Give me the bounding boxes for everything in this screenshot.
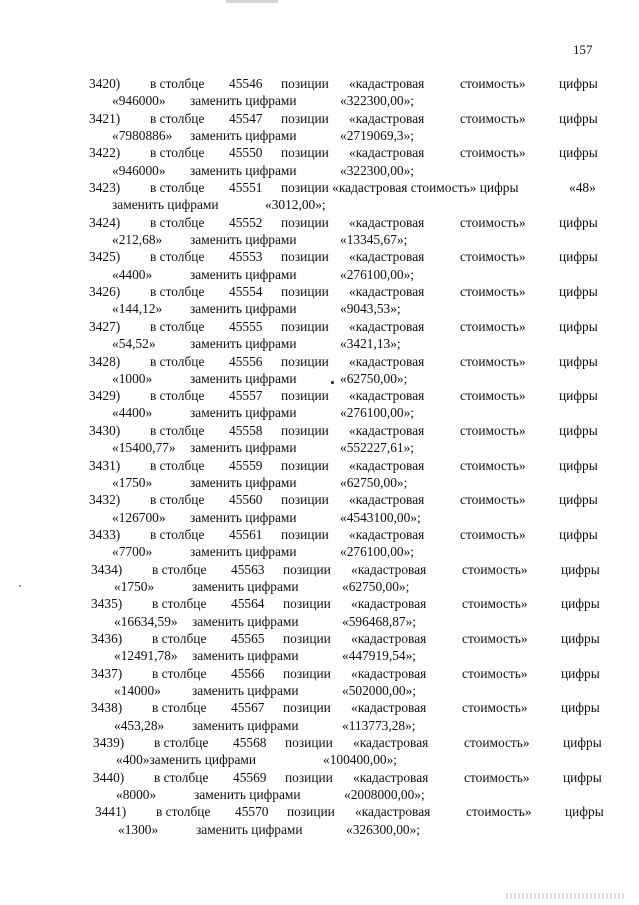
- amendment-item: [0, 527, 639, 562]
- amendment-line-2: [4, 787, 639, 804]
- cadastral-text: «кадастровая: [349, 145, 425, 161]
- value-text: стоимость»: [462, 700, 528, 716]
- in-column-text: в столбце: [150, 492, 205, 508]
- column-number: 45569: [233, 769, 267, 785]
- old-value: «4400»: [112, 266, 153, 282]
- amendment-line-1: [4, 770, 639, 787]
- cadastral-text: «кадастровая: [351, 561, 427, 577]
- digits-text: цифры: [559, 110, 598, 126]
- replace-text: заменить цифрами: [190, 474, 297, 490]
- digits-text: цифры: [559, 214, 598, 230]
- item-number: 3439): [93, 735, 125, 751]
- amendment-line-2: [0, 440, 639, 457]
- in-column-text: в столбце: [150, 284, 205, 300]
- item-number: 3429): [89, 388, 121, 404]
- value-text: стоимость»: [460, 249, 526, 265]
- value-text: стоимость»: [462, 561, 528, 577]
- amendment-line-1: [2, 666, 639, 683]
- replace-text: заменить цифрами: [192, 648, 299, 664]
- cadastral-text: «кадастровая: [349, 249, 425, 265]
- cadastral-text: «кадастровая: [349, 353, 425, 369]
- digits-text: цифры: [559, 353, 598, 369]
- digits-text: цифры: [563, 769, 602, 785]
- column-number: 45554: [229, 284, 263, 300]
- amendment-line-1: [0, 319, 639, 336]
- value-text: стоимость»: [466, 804, 532, 820]
- column-number: 45565: [231, 631, 265, 646]
- amendment-line-1: [0, 180, 639, 197]
- digits-text: цифры: [559, 422, 598, 438]
- column-number: 45558: [229, 422, 263, 438]
- old-value: «453,28»: [114, 717, 165, 733]
- amendment-item: [2, 666, 639, 701]
- old-value: «1000»: [112, 370, 153, 386]
- item-number: 3430): [89, 422, 121, 438]
- replace-text: заменить цифрами: [190, 405, 297, 421]
- item-number: 3426): [89, 284, 121, 300]
- cadastral-text: «кадастровая: [349, 318, 425, 334]
- amendment-line-2: [0, 336, 639, 353]
- in-column-text: в столбце: [150, 180, 205, 196]
- new-value: «447919,54»;: [342, 648, 417, 664]
- amendment-item: [6, 804, 639, 839]
- old-value: «8000»: [116, 787, 157, 803]
- amendment-item: [0, 354, 639, 389]
- column-number: 45546: [229, 76, 263, 91]
- value-text: стоимость»: [462, 596, 528, 612]
- in-column-text: в столбце: [154, 769, 209, 785]
- amendment-item: [0, 492, 639, 527]
- in-column-text: в столбце: [152, 561, 207, 577]
- cadastral-text: «кадастровая: [349, 422, 425, 438]
- digits-text: цифры: [561, 700, 600, 716]
- digits-text: цифры: [561, 631, 600, 646]
- column-number: 45561: [229, 526, 263, 542]
- item-number: 3438): [91, 700, 123, 716]
- value-text: стоимость»: [460, 76, 526, 91]
- value-text: стоимость»: [460, 110, 526, 126]
- in-column-text: в столбце: [150, 76, 205, 91]
- value-text: стоимость»: [460, 526, 526, 542]
- new-value: «3421,13»;: [340, 336, 401, 352]
- in-column-text: в столбце: [152, 700, 207, 716]
- old-value: «946000»: [112, 162, 166, 178]
- amendment-line-1: [0, 492, 639, 509]
- item-number: 3420): [89, 76, 121, 91]
- position-text: позиции: [281, 526, 329, 542]
- page-number: 157: [573, 42, 593, 57]
- position-text: позиции: [283, 631, 331, 646]
- new-value: «276100,00»;: [340, 266, 415, 282]
- cadastral-text: «кадастровая: [351, 700, 427, 716]
- old-value: «14000»: [114, 682, 161, 698]
- position-text: позиции: [281, 422, 329, 438]
- position-text: позиции: [281, 110, 329, 126]
- in-column-text: в столбце: [152, 596, 207, 612]
- amendment-item: [0, 180, 639, 215]
- item-number: 3433): [89, 526, 121, 542]
- amendment-item: [0, 145, 639, 180]
- digits-text: цифры: [559, 284, 598, 300]
- amendment-line-2: [0, 93, 639, 110]
- replace-text: заменить цифрами: [190, 232, 297, 248]
- old-value: «1750»: [114, 578, 155, 594]
- old-value: «144,12»: [112, 301, 163, 317]
- amendment-item: [0, 249, 639, 284]
- position-text: позиции: [281, 353, 329, 369]
- cadastral-text: «кадастровая: [351, 596, 427, 612]
- new-value: «276100,00»;: [340, 544, 415, 560]
- digits-text: цифры: [559, 457, 598, 473]
- amendment-item: [2, 562, 639, 597]
- position-text: позиции: [285, 769, 333, 785]
- new-value: «552227,61»;: [340, 440, 415, 456]
- item-number: 3435): [91, 596, 123, 612]
- digits-text: цифры: [561, 665, 600, 681]
- replace-text: заменить цифрами: [190, 509, 297, 525]
- scan-artifact: [19, 585, 21, 587]
- replace-text: заменить цифрами: [190, 266, 297, 282]
- digits-text: цифры: [559, 526, 598, 542]
- amendment-item: [2, 631, 639, 666]
- in-column-text: в столбце: [152, 665, 207, 681]
- in-column-text: в столбце: [150, 457, 205, 473]
- replace-text: заменить цифрами: [190, 301, 297, 317]
- value-text: стоимость»: [460, 318, 526, 334]
- amendment-line-2: [0, 301, 639, 318]
- amendment-line-2: [6, 822, 639, 839]
- position-text: позиции: [285, 735, 333, 751]
- replace-text: заменить цифрами: [192, 578, 299, 594]
- replace-text: заменить цифрами: [190, 544, 297, 560]
- cadastral-text: «кадастровая: [349, 214, 425, 230]
- new-value: «322300,00»;: [340, 162, 415, 178]
- amendment-item: [0, 76, 639, 111]
- amendment-line-1: [0, 423, 639, 440]
- amendment-item: [0, 111, 639, 146]
- amendment-line-2: [0, 267, 639, 284]
- value-text: стоимость»: [460, 214, 526, 230]
- amendment-line-1: [0, 527, 639, 544]
- amendment-line-1: [0, 458, 639, 475]
- in-column-text: в столбце: [150, 145, 205, 161]
- new-value: «100400,00»;: [323, 752, 398, 768]
- amendment-line-1: [2, 700, 639, 717]
- digits-text: цифры: [559, 492, 598, 508]
- amendment-line-2: [2, 579, 639, 596]
- old-value: «48»: [569, 180, 596, 196]
- value-text: стоимость»: [462, 631, 528, 646]
- amendment-list: [0, 76, 639, 839]
- amendment-line-2: [0, 510, 639, 527]
- amendment-line-1: [0, 388, 639, 405]
- amendment-line-2: [0, 544, 639, 561]
- amendment-line-2: [2, 683, 639, 700]
- item-number: 3436): [91, 631, 123, 646]
- replace-text: «400»заменить цифрами: [116, 752, 257, 768]
- digits-text: цифры: [559, 145, 598, 161]
- digits-text: цифры: [559, 388, 598, 404]
- item-number: 3423): [89, 180, 121, 196]
- column-number: 45551: [229, 180, 263, 196]
- amendment-line-2: [0, 197, 639, 214]
- column-number: 45557: [229, 388, 263, 404]
- replace-text: заменить цифрами: [112, 197, 219, 213]
- column-number: 45555: [229, 318, 263, 334]
- amendment-line-2: [0, 475, 639, 492]
- value-text: стоимость»: [460, 388, 526, 404]
- replace-text: заменить цифрами: [194, 787, 301, 803]
- value-text: стоимость»: [460, 422, 526, 438]
- item-number: 3437): [91, 665, 123, 681]
- scan-artifact: [226, 0, 278, 3]
- cadastral-text: «кадастровая: [351, 631, 427, 646]
- amendment-line-2: [0, 405, 639, 422]
- amendment-line-1: [6, 804, 639, 821]
- value-text: стоимость»: [460, 284, 526, 300]
- item-number: 3425): [89, 249, 121, 265]
- new-value: «62750,00»;: [340, 474, 408, 490]
- position-text: позиции: [281, 318, 329, 334]
- in-column-text: в столбце: [150, 214, 205, 230]
- replace-text: заменить цифрами: [196, 821, 303, 837]
- value-text: стоимость»: [460, 492, 526, 508]
- item-number: 3440): [93, 769, 125, 785]
- cadastral-text: «кадастровая: [349, 492, 425, 508]
- amendment-line-1: [0, 145, 639, 162]
- replace-text: заменить цифрами: [192, 613, 299, 629]
- cadastral-text: «кадастровая: [353, 735, 429, 751]
- old-value: «212,68»: [112, 232, 163, 248]
- scan-artifact: [506, 893, 626, 899]
- cadastral-text: «кадастровая: [349, 457, 425, 473]
- amendment-item: [0, 423, 639, 458]
- position-text: позиции: [281, 457, 329, 473]
- column-number: 45553: [229, 249, 263, 265]
- column-number: 45567: [231, 700, 265, 716]
- position-text: позиции: [281, 388, 329, 404]
- old-value: «1300»: [118, 821, 159, 837]
- old-value: «16634,59»: [114, 613, 178, 629]
- amendment-item: [0, 458, 639, 493]
- amendment-line-2: [2, 614, 639, 631]
- column-number: 45547: [229, 110, 263, 126]
- amendment-line-1: [0, 249, 639, 266]
- cadastral-text: «кадастровая: [349, 110, 425, 126]
- amendment-line-1: [0, 284, 639, 301]
- cadastral-text: «кадастровая: [349, 526, 425, 542]
- column-number: 45568: [233, 735, 267, 751]
- position-text: позиции «кадастровая стоимость» цифры: [281, 180, 519, 196]
- amendment-item: [0, 215, 639, 250]
- old-value: «126700»: [112, 509, 166, 525]
- amendment-line-1: [0, 111, 639, 128]
- old-value: «15400,77»: [112, 440, 176, 456]
- scan-artifact: [331, 381, 334, 384]
- cadastral-text: «кадастровая: [353, 769, 429, 785]
- item-number: 3421): [89, 110, 121, 126]
- amendment-line-1: [0, 76, 639, 93]
- cadastral-text: «кадастровая: [349, 284, 425, 300]
- digits-text: цифры: [563, 735, 602, 751]
- old-value: «7700»: [112, 544, 153, 560]
- replace-text: заменить цифрами: [190, 162, 297, 178]
- in-column-text: в столбце: [152, 631, 207, 646]
- old-value: «7980886»: [112, 127, 173, 143]
- in-column-text: в столбце: [150, 249, 205, 265]
- digits-text: цифры: [561, 596, 600, 612]
- replace-text: заменить цифрами: [190, 127, 297, 143]
- amendment-line-2: [0, 371, 639, 388]
- digits-text: цифры: [559, 318, 598, 334]
- value-text: стоимость»: [460, 145, 526, 161]
- position-text: позиции: [281, 145, 329, 161]
- new-value: «13345,67»;: [340, 232, 408, 248]
- replace-text: заменить цифрами: [190, 370, 297, 386]
- amendment-item: [2, 596, 639, 631]
- amendment-item: [0, 284, 639, 319]
- old-value: «1750»: [112, 474, 153, 490]
- amendment-item: [0, 388, 639, 423]
- amendment-line-2: [0, 128, 639, 145]
- amendment-line-2: [0, 163, 639, 180]
- position-text: позиции: [287, 804, 335, 820]
- new-value: «3012,00»;: [265, 197, 326, 213]
- replace-text: заменить цифрами: [190, 336, 297, 352]
- column-number: 45556: [229, 353, 263, 369]
- amendment-item: [0, 319, 639, 354]
- position-text: позиции: [281, 76, 329, 91]
- new-value: «113773,28»;: [342, 717, 416, 733]
- position-text: позиции: [283, 700, 331, 716]
- amendment-item: [4, 735, 639, 770]
- amendment-line-1: [2, 631, 639, 648]
- replace-text: заменить цифрами: [190, 93, 297, 109]
- in-column-text: в столбце: [150, 110, 205, 126]
- column-number: 45550: [229, 145, 263, 161]
- position-text: позиции: [281, 214, 329, 230]
- digits-text: цифры: [561, 561, 600, 577]
- digits-text: цифры: [559, 76, 598, 91]
- cadastral-text: «кадастровая: [349, 76, 425, 91]
- cadastral-text: «кадастровая: [355, 804, 431, 820]
- in-column-text: в столбце: [150, 353, 205, 369]
- in-column-text: в столбце: [150, 422, 205, 438]
- value-text: стоимость»: [462, 665, 528, 681]
- value-text: стоимость»: [464, 769, 530, 785]
- new-value: «2719069,3»;: [340, 127, 415, 143]
- column-number: 45559: [229, 457, 263, 473]
- item-number: 3434): [91, 561, 123, 577]
- amendment-line-2: [2, 648, 639, 665]
- position-text: позиции: [283, 596, 331, 612]
- new-value: «9043,53»;: [340, 301, 401, 317]
- value-text: стоимость»: [460, 353, 526, 369]
- in-column-text: в столбце: [150, 526, 205, 542]
- value-text: стоимость»: [464, 735, 530, 751]
- amendment-line-1: [0, 354, 639, 371]
- old-value: «12491,78»: [114, 648, 178, 664]
- digits-text: цифры: [565, 804, 604, 820]
- position-text: позиции: [283, 561, 331, 577]
- item-number: 3432): [89, 492, 121, 508]
- new-value: «62750,00»;: [342, 578, 410, 594]
- in-column-text: в столбце: [150, 388, 205, 404]
- new-value: «326300,00»;: [346, 821, 421, 837]
- amendment-line-2: [4, 752, 639, 769]
- new-value: «62750,00»;: [340, 370, 408, 386]
- cadastral-text: «кадастровая: [351, 665, 427, 681]
- item-number: 3431): [89, 457, 121, 473]
- amendment-line-1: [0, 215, 639, 232]
- new-value: «2008000,00»;: [344, 787, 425, 803]
- amendment-item: [4, 770, 639, 805]
- amendment-line-1: [4, 735, 639, 752]
- item-number: 3427): [89, 318, 121, 334]
- amendment-line-2: [2, 718, 639, 735]
- amendment-item: [2, 700, 639, 735]
- old-value: «4400»: [112, 405, 153, 421]
- replace-text: заменить цифрами: [192, 717, 299, 733]
- new-value: «4543100,00»;: [340, 509, 421, 525]
- in-column-text: в столбце: [154, 735, 209, 751]
- position-text: позиции: [283, 665, 331, 681]
- new-value: «276100,00»;: [340, 405, 415, 421]
- column-number: 45563: [231, 561, 265, 577]
- amendment-line-1: [2, 562, 639, 579]
- position-text: позиции: [281, 284, 329, 300]
- column-number: 45564: [231, 596, 265, 612]
- position-text: позиции: [281, 249, 329, 265]
- old-value: «946000»: [112, 93, 166, 109]
- column-number: 45560: [229, 492, 263, 508]
- old-value: «54,52»: [112, 336, 156, 352]
- column-number: 45566: [231, 665, 265, 681]
- item-number: 3424): [89, 214, 121, 230]
- item-number: 3441): [95, 804, 127, 820]
- item-number: 3428): [89, 353, 121, 369]
- new-value: «322300,00»;: [340, 93, 415, 109]
- in-column-text: в столбце: [150, 318, 205, 334]
- in-column-text: в столбце: [156, 804, 211, 820]
- new-value: «596468,87»;: [342, 613, 417, 629]
- value-text: стоимость»: [460, 457, 526, 473]
- amendment-line-1: [2, 596, 639, 613]
- column-number: 45570: [235, 804, 269, 820]
- column-number: 45552: [229, 214, 263, 230]
- position-text: позиции: [281, 492, 329, 508]
- new-value: «502000,00»;: [342, 682, 417, 698]
- item-number: 3422): [89, 145, 121, 161]
- replace-text: заменить цифрами: [190, 440, 297, 456]
- replace-text: заменить цифрами: [192, 682, 299, 698]
- cadastral-text: «кадастровая: [349, 388, 425, 404]
- amendment-line-2: [0, 232, 639, 249]
- digits-text: цифры: [559, 249, 598, 265]
